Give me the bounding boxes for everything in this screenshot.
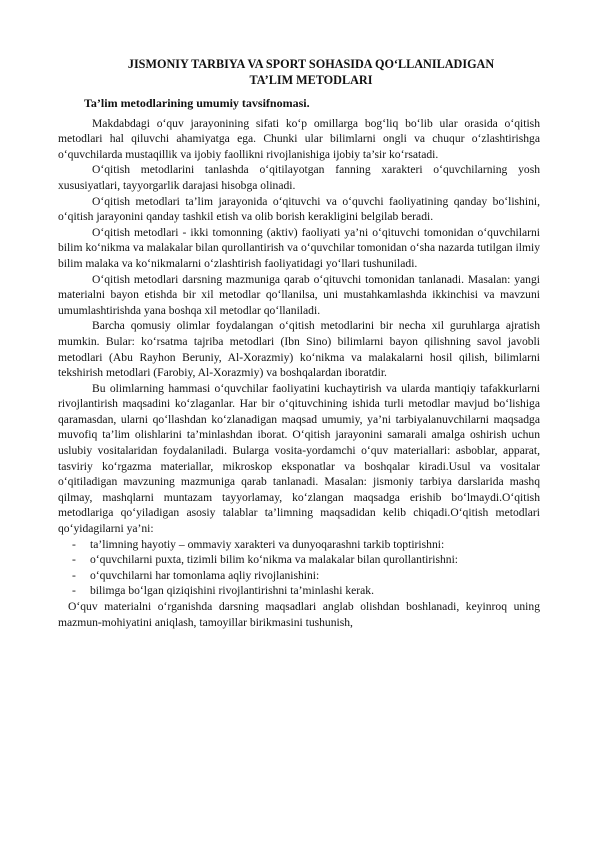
list-dash: -: [72, 553, 76, 567]
paragraph-2: O‘qitish metodlarini tanlashda o‘qitilayotgan fanning xarakteri o‘quvchilarning yosh xususiyatlari, tayyorgarlik darajasi hisobga olinadi.: [58, 163, 540, 192]
title-line-2: TA’LIM METODLARI: [249, 73, 373, 87]
document-title: [58, 56, 540, 88]
paragraph-3: O‘qitish metodlari ta’lim jarayonida o‘qituvchi va o‘quvchi faoliyatining qanday bo‘lishini, o‘qitish jarayonini qanday tashkil etish va olib borish kerakligini belgilab beradi.: [58, 194, 540, 224]
list-dash: -: [72, 537, 76, 551]
paragraph-final: O‘quv materialni o‘rganishda darsning maqsadlari anglab olishdan boshlanadi, keyinroq uning mazmun-mohiyatini aniqlash, tamoyillar birikmasini tushunish,: [58, 600, 540, 629]
list-dash: -: [72, 584, 76, 598]
list-item: [72, 537, 540, 553]
requirements-list: [58, 537, 540, 599]
title-line-1: JISMONIY TARBIYA VA SPORT SOHASIDA QO‘LLANILADIGAN: [127, 57, 495, 71]
paragraph-5: O‘qitish metodlari darsning mazmuniga qarab o‘qituvchi tomonidan tanlanadi. Masalan: yangi materialni bayon etishda bir xil metodlar qo‘llanilsa, uni mustahkamlashda ikkinchisi va mavzuni umumlashtirishda yana boshqa xil metodlar qo‘llaniladi.: [58, 272, 540, 317]
list-item-text: o‘quvchilarni har tomonlama aqliy rivojlanishini:: [90, 568, 320, 582]
list-item: [72, 552, 540, 568]
list-dash: -: [72, 568, 76, 582]
paragraph-1: Makdabdagi o‘quv jarayonining sifati ko‘p omillarga bog‘liq bo‘lib ular orasida o‘qitish metodlari hal qiluvchi ahamiyatga ega. Chunki ular bilimlarni ongli va chuqur o‘zlashtirishga o‘quvchilarda mustaqillik va ijobiy faollikni rivojlanishiga ijobiy ta’sir ko‘rsatadi.: [58, 116, 540, 161]
section-heading: Ta’lim metodlarining umumiy tavsifnomasi.: [84, 96, 310, 110]
paragraph-7: Bu olimlarning hammasi o‘quvchilar faoliyatini kuchaytirish va ularda mantiqiy tafakkurlarni rivojlantirish maqsadini ko‘zlaganlar. Har bir o‘qituvchining ishida turli metodlar mavjud bo‘lishiga qaramasdan, ularni qo‘llashdan ko‘zlanadigan maqsad umumiy, ya’ni tarbiyalanuvchilarni maqsadga muvofiq ta’lim olishlarini ta’minlashdan iborat. O‘qitish jarayonini samarali amalga oshirish uchun uslubiy vositalaridan foydalaniladi. Bularga vosita-yordamchi o‘quv materiallari: asboblar, apparat, tasviriy ko‘rgazma materiallar, mikroskop eksponatlar va boshqalar kiradi.Usul va vositalar o‘qitiladigan mavzuning mazmuniga qarab tanlanadi. Masalan: jismoniy tarbiya darslarida mashq qilmay, mashqlarni muntazam tayyorlamay, ko‘zlangan maqsadga erishib bo‘lmaydi.O‘qitish metodlariga qo‘yiladigan asosiy talablar ta’limning maqsadidan kelib chiqadi.O‘qitish metodlari qo‘yidagilarni ya’ni:: [58, 381, 540, 536]
paragraph-4: O‘qitish metodlari - ikki tomonning (aktiv) faoliyati ya’ni o‘qituvchi tomonidan o‘quvchilarni bilim ko‘nikma va malakalar bilan qurollantirish va o‘quvchilar tomonidan o‘sha nazarda tutilgan ilmiy bilim malaka va ko‘nikmalarni o‘zlashtirish faoliyatidagi yo‘llari tushuniladi.: [58, 225, 540, 270]
paragraph-6: Barcha qomusiy olimlar foydalangan o‘qitish metodlarini bir necha xil guruhlarga ajratish mumkin. Bular: ko‘rsatma tajriba metodlari (Ibn Sino) bilimlarni bayon qilishning savol javobli metodlari (Abu Rayhon Beruniy, Al-Xorazmiy) ko‘nikma va malakalarni hosil qilish, bilimlarni tekshirish metodlari (Farobiy, Al-Xorazmiy) va boshqalardan iboratdir.: [58, 319, 540, 380]
list-item: [72, 568, 540, 584]
list-item-text: ta’limning hayotiy – ommaviy xarakteri va dunyoqarashni tarkib toptirishni:: [90, 537, 445, 551]
list-item-text: o‘quvchilarni puxta, tizimli bilim ko‘nikma va malakalar bilan qurollantirishni:: [90, 553, 459, 567]
list-item-text: bilimga bo‘lgan qiziqishini rivojlantirishni ta’minlashi kerak.: [90, 584, 374, 598]
list-item: [72, 583, 540, 599]
